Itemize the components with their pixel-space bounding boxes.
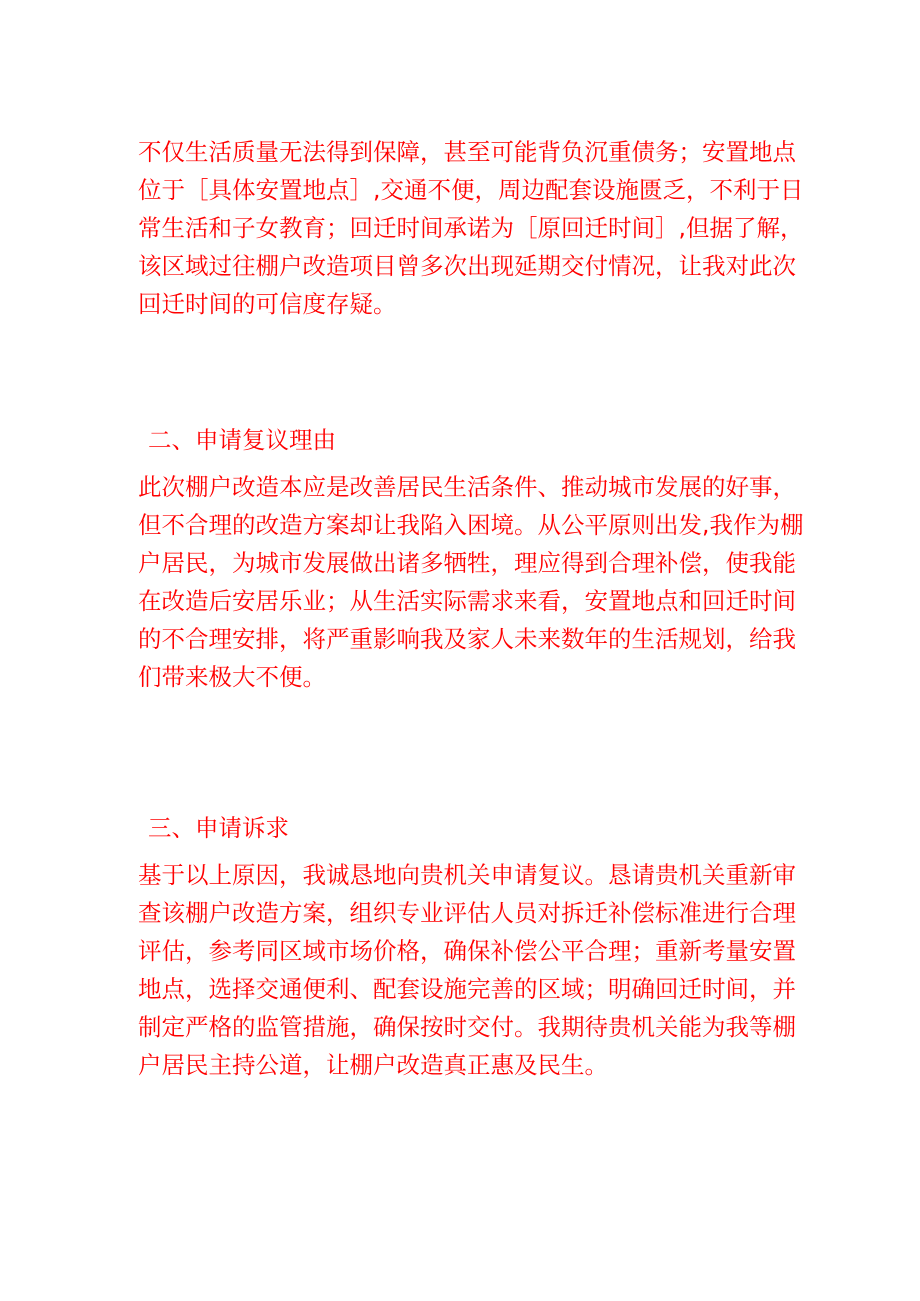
section-heading-requests: 三、申请诉求 <box>148 814 289 842</box>
paragraph-line: 地点，选择交通便利、配套设施完善的区域；明确回迁时间，并 <box>138 975 796 1003</box>
paragraph-line: 查该棚户改造方案，组织专业评估人员对拆迁补偿标准进行合理 <box>138 899 796 927</box>
paragraph-line: 的不合理安排，将严重影响我及家人未来数年的生活规划，给我 <box>138 625 796 653</box>
paragraph-line: 评估，参考同区域市场价格，确保补偿公平合理；重新考量安置 <box>138 937 796 965</box>
paragraph-line: 们带来极大不便。 <box>138 663 326 691</box>
paragraph-line: 制定严格的监管措施，确保按时交付。我期待贵机关能为我等棚 <box>138 1013 796 1041</box>
paragraph-requests <box>138 856 798 1084</box>
paragraph-continued <box>138 133 804 323</box>
section-heading-reasons: 二、申请复议理由 <box>148 426 336 454</box>
paragraph-line: 回迁时间的可信度存疑。 <box>138 290 397 318</box>
paragraph-line: 不仅生活质量无法得到保障，甚至可能背负沉重债务；安置地点 <box>138 138 796 166</box>
paragraph-reasons <box>138 468 804 696</box>
paragraph-line: 此次棚户改造本应是改善居民生活条件、推动城市发展的好事， <box>138 473 796 501</box>
paragraph-line: 基于以上原因，我诚恳地向贵机关申请复议。恳请贵机关重新审 <box>138 861 796 889</box>
paragraph-line: 位于［具体安置地点］,交通不便，周边配套设施匮乏，不利于日 <box>138 176 804 204</box>
paragraph-line: 但不合理的改造方案却让我陷入困境。从公平原则出发,我作为棚 <box>138 511 804 539</box>
paragraph-line: 户居民主持公道，让棚户改造真正惠及民生。 <box>138 1051 608 1079</box>
paragraph-line: 该区域过往棚户改造项目曾多次出现延期交付情况，让我对此次 <box>138 252 796 280</box>
paragraph-line: 户居民，为城市发展做出诸多牺牲，理应得到合理补偿，使我能 <box>138 549 796 577</box>
paragraph-line: 在改造后安居乐业；从生活实际需求来看，安置地点和回迁时间 <box>138 587 796 615</box>
paragraph-line: 常生活和子女教育；回迁时间承诺为［原回迁时间］,但据了解， <box>138 214 804 242</box>
